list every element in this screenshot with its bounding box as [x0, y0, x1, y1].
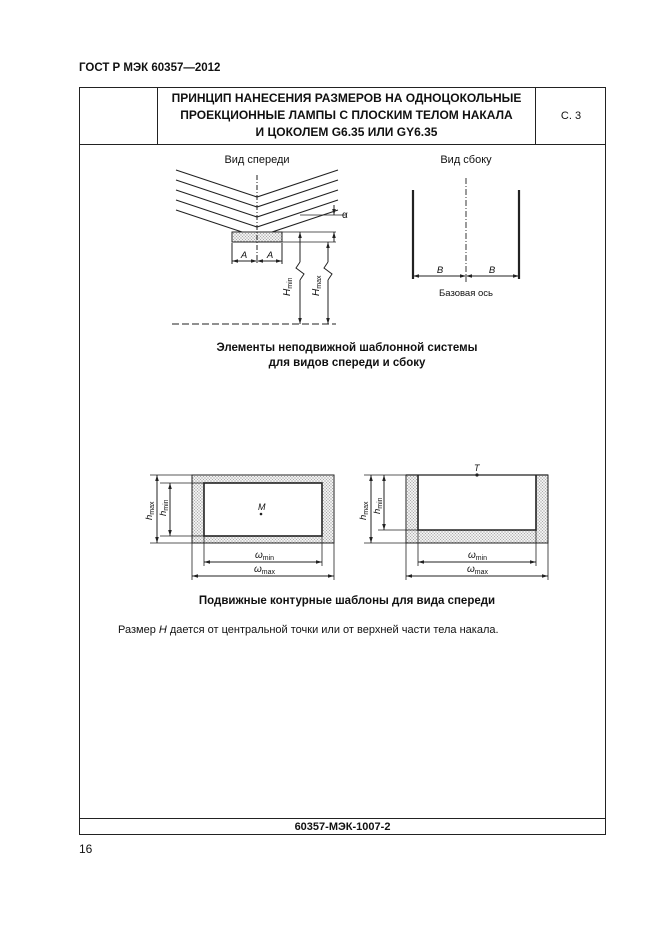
title-line-2: ПРОЕКЦИОННЫЕ ЛАМПЫ С ПЛОСКИМ ТЕЛОМ НАКАЛА — [180, 108, 513, 122]
hmin-label: $H_{min}$ — [282, 277, 294, 296]
point-m — [260, 513, 263, 516]
inner-opening — [418, 475, 536, 530]
side-view — [413, 154, 519, 299]
point-t — [475, 473, 478, 476]
figure1-caption-line-2: для видов спереди и сбоку — [268, 357, 426, 369]
b-label-right: B — [488, 265, 496, 276]
b-label-left: B — [436, 265, 444, 276]
side-view-label: Вид сбоку — [440, 154, 492, 166]
a-label-left: A — [240, 250, 248, 261]
title-line-1: ПРИНЦИП НАНЕСЕНИЯ РАЗМЕРОВ НА ОДНОЦОКОЛЬНЫЕ — [171, 91, 522, 105]
standard-number: ГОСТ Р МЭК 60357—2012 — [79, 62, 221, 74]
figure1-caption-line-1: Элементы неподвижной шаблонной системы — [216, 342, 478, 354]
hmax-label-left: $h_{max}$ — [144, 501, 156, 520]
hmax-label-right: $h_{max}$ — [358, 501, 370, 520]
hmin-label-left: $h_{min}$ — [158, 499, 170, 516]
hmin-label-right: $h_{min}$ — [372, 497, 384, 514]
base-axis-label: Базовая ось — [439, 288, 493, 299]
contour-template-left — [144, 475, 334, 580]
title-line-3: И ЦОКОЛЕМ G6.35 ИЛИ GY6.35 — [255, 125, 438, 139]
alpha-label: α — [342, 210, 348, 221]
t-label: T — [474, 463, 480, 473]
hmax-break — [324, 262, 332, 280]
m-label: M — [258, 502, 266, 512]
dimension-note: Размер H дается от центральной точки или от верхней части тела накала. — [118, 624, 499, 636]
a-label-right: A — [266, 250, 274, 261]
figure2-caption: Подвижные контурные шаблоны для вида спереди — [198, 595, 496, 607]
wmin-label: $\omega_{min}$ — [255, 550, 275, 562]
front-view-label: Вид спереди — [224, 154, 290, 166]
page-number: 16 — [79, 842, 93, 856]
footer-doc-id: 60357-МЭК-1007-2 — [294, 821, 391, 833]
hmax-label: $H_{max}$ — [311, 275, 323, 296]
wmax-label-right: $\omega_{max}$ — [467, 564, 489, 576]
wmin-label-right: $\omega_{min}$ — [468, 550, 488, 562]
note-symbol: H — [158, 624, 167, 636]
front-view — [172, 154, 348, 324]
figure1-caption — [157, 341, 537, 371]
wmax-label: $\omega_{max}$ — [254, 564, 276, 576]
sheet-number: С. 3 — [560, 109, 582, 122]
hmin-break — [296, 262, 304, 280]
contour-template-right — [358, 463, 548, 580]
